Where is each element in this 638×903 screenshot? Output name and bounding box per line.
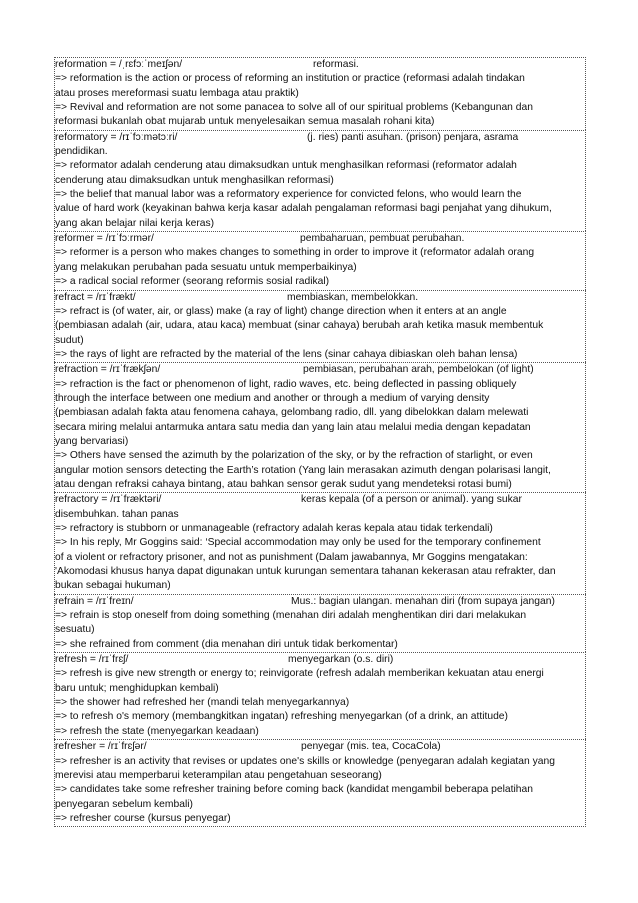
entry-line: through the interface between one medium and another or through a medium of varying density (55, 392, 490, 404)
dictionary-entry (54, 231, 586, 289)
headword: refractory = /rɪˈfræktəri/ (55, 494, 162, 506)
translation: menyegarkan (o.s. diri) (288, 654, 394, 666)
dictionary-entry (54, 652, 586, 739)
entry-line: => a radical social reformer (seorang reformis sosial radikal) (55, 276, 330, 288)
entry-heading (55, 493, 585, 507)
translation: membiaskan, membelokkan. (287, 291, 419, 303)
dictionary-entry (54, 362, 586, 492)
translation: keras kepala (of a person or animal). yang sukar (301, 494, 522, 506)
entry-line: => the shower had refreshed her (mandi telah menyegarkannya) (55, 697, 350, 709)
entry-heading (55, 131, 585, 145)
entry-line: (pembiasan adalah (air, udara, atau kaca) membuat (sinar cahaya) berubah arah ketika masuk membentuk (55, 320, 544, 332)
headword: refract = /rɪˈfrækt/ (55, 291, 136, 303)
entry-line: => refresher is an activity that revises or updates one's skills or knowledge (penyegaran adalah kegiatan yang (55, 755, 555, 767)
entry-line: value of hard work (keyakinan bahwa kerja kasar adalah pengalaman reformasi bagi penjahat yang dihukum, (55, 203, 552, 215)
entry-line: => Others have sensed the azimuth by the polarization of the sky, or by the refraction of starlight, or even (55, 450, 533, 462)
entry-line: of a violent or refractory prisoner, and not as punishment (Dalam jawabannya, Mr Goggins mengatakan: (55, 551, 528, 563)
translation: pembiasan, perubahan arah, pembelokan (of light) (303, 364, 534, 376)
headword: reformation = /ˌrɛfɔːˈmeɪʃən/ (55, 59, 183, 70)
entry-heading (55, 653, 585, 667)
translation: (j. ries) panti asuhan. (prison) penjara, asrama (307, 131, 519, 143)
dictionary-entries (54, 57, 586, 827)
entry-line: 'Akomodasi khusus hanya dapat digunakan untuk kurungan sementara tahanan kekerasan atau refrakter, dan (55, 566, 556, 578)
entry-line: => the rays of light are refracted by the material of the lens (sinar cahaya dibiaskan oleh bahan lensa) (55, 348, 518, 360)
headword: refresher = /rɪˈfrɛʃər/ (55, 741, 147, 753)
entry-line: (pembiasan adalah fakta atau fenomena cahaya, gelombang radio, dll. yang dibelokkan dalam melewati (55, 407, 529, 419)
entry-line: merevisi atau memperbarui keterampilan atau pengetahuan seseorang) (55, 769, 382, 781)
entry-line: => reformator adalah cenderung atau dimaksudkan untuk menghasilkan reformasi (reformator adalah (55, 160, 517, 172)
entry-line: yang melakukan perubahan pada sesuatu untuk memperbaikinya) (55, 261, 357, 273)
entry-line: => Revival and reformation are not some panacea to solve all of our spiritual problems (Kebangunan dan (55, 102, 533, 114)
entry-line: secara miring melalui antarmuka antara satu media dan yang lain atau melalui media dengan kepadatan (55, 421, 531, 433)
translation: reformasi. (313, 59, 359, 70)
entry-line: => she refrained from comment (dia menahan diri untuk tidak berkomentar) (55, 638, 398, 650)
translation: penyegar (mis. tea, CocaCola) (301, 741, 441, 753)
entry-line: angular motion sensors detecting the Earth’s rotation (Yang lain merasakan azimuth dengan polarisasi langit, (55, 464, 551, 476)
entry-line: bukan sebagai hukuman) (55, 580, 171, 592)
entry-line: pendidikan. (55, 146, 108, 158)
entry-heading (55, 58, 585, 72)
entry-line: sesuatu) (55, 624, 95, 636)
dictionary-entry (54, 594, 586, 652)
entry-line: => refresh the state (menyegarkan keadaan) (55, 725, 259, 737)
entry-line: => the belief that manual labor was a reformatory experience for convicted felons, who would learn the (55, 189, 522, 201)
entry-line: => refractory is stubborn or unmanageable (refractory adalah keras kepala atau tidak terkendali) (55, 523, 493, 534)
entry-line: cenderung atau dimaksudkan untuk menghasilkan reformasi) (55, 174, 334, 186)
entry-line: => refract is (of water, air, or glass) make (a ray of light) change direction when it enters at an angle (55, 305, 507, 317)
headword: reformer = /rɪˈfɔːrmər/ (55, 233, 154, 245)
headword: refrain = /rɪˈfreɪn/ (55, 595, 134, 607)
entry-line: atau dengan refraksi cahaya bintang, atau bahkan sensor gerak sudut yang mendeteksi rotasi bumi) (55, 478, 512, 490)
entry-line: reformasi bukanlah obat mujarab untuk menyelesaikan semua masalah rohani kita) (55, 116, 435, 128)
headword: refraction = /rɪˈfrækʃən/ (55, 364, 161, 376)
entry-heading (55, 595, 585, 609)
entry-line: baru untuk; menghidupkan kembali) (55, 682, 219, 694)
entry-line: penyegaran sebelum kembali) (55, 798, 193, 810)
entry-heading (55, 232, 585, 246)
entry-line: yang bervariasi) (55, 435, 129, 447)
headword: refresh = /rɪˈfrɛʃ/ (55, 654, 129, 666)
translation: pembaharuan, pembuat perubahan. (300, 233, 465, 245)
entry-heading (55, 291, 585, 305)
entry-line: => candidates take some refresher training before coming back (kandidat mengambil beberapa pelatihan (55, 784, 533, 796)
entry-line: atau proses mereformasi suatu lembaga atau praktik) (55, 87, 299, 99)
entry-line: yang akan belajar nilai kerja keras) (55, 217, 215, 229)
entry-line: => reformation is the action or process of reforming an institution or practice (reformasi adalah tindakan (55, 73, 525, 85)
translation: Mus.: bagian ulangan. menahan diri (from supaya jangan) (291, 595, 555, 607)
entry-line: => In his reply, Mr Goggins said: ‘Special accommodation may only be used for the temporary confinement (55, 537, 541, 549)
entry-line: disembuhkan. tahan panas (55, 508, 179, 520)
dictionary-entry (54, 290, 586, 363)
entry-line: => refrain is stop oneself from doing something (menahan diri adalah menghentikan diri dari melakukan (55, 610, 527, 622)
entry-line: => to refresh o's memory (membangkitkan ingatan) refreshing menyegarkan (of a drink, an attitude) (55, 711, 508, 723)
dictionary-entry (54, 739, 586, 827)
entry-line: => refresher course (kursus penyegar) (55, 812, 231, 824)
entry-line: sudut) (55, 334, 84, 346)
entry-heading (55, 740, 585, 754)
dictionary-entry (54, 130, 586, 231)
entry-line: => reformer is a person who makes changes to something in order to improve it (reformator adalah orang (55, 247, 535, 259)
entry-heading (55, 363, 585, 377)
entry-line: => refresh is give new strength or energy to; reinvigorate (refresh adalah memberikan kekuatan atau energi (55, 668, 544, 680)
headword: reformatory = /rɪˈfɔːmətɔːri/ (55, 131, 178, 143)
dictionary-entry (54, 492, 586, 593)
dictionary-entry (54, 57, 586, 130)
entry-line: => refraction is the fact or phenomenon of light, radio waves, etc. being deflected in passing obliquely (55, 378, 517, 390)
